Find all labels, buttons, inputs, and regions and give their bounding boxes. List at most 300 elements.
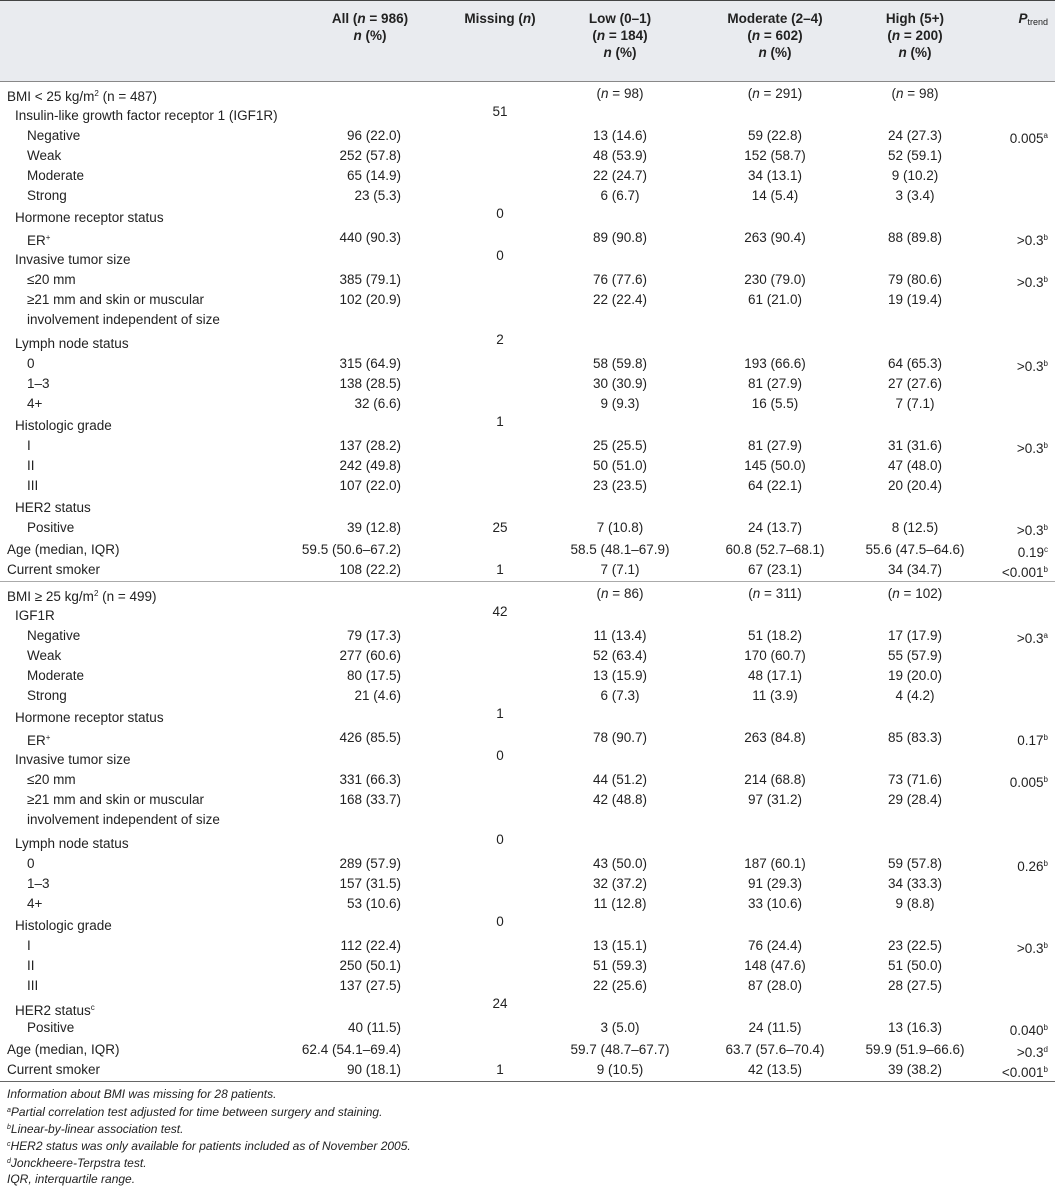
row-label — [27, 186, 67, 206]
equals: = — [903, 86, 919, 101]
cell-low: 58.5 (48.1–67.9) — [570, 542, 670, 557]
cell-low: 30 (30.9) — [592, 376, 648, 391]
table-row — [0, 270, 1055, 290]
p-value: 0.19 — [1017, 545, 1044, 560]
p-value: >0.3 — [1016, 359, 1044, 374]
row-label — [27, 126, 80, 146]
cell-p-trend — [1010, 1018, 1048, 1041]
p-footnote-mark: c — [1044, 545, 1048, 554]
cell-moderate: 193 (66.6) — [744, 356, 806, 371]
row-label — [27, 456, 35, 476]
table-row — [0, 540, 1055, 560]
row-label-text: ER — [27, 233, 46, 248]
p-footnote-mark: b — [1043, 565, 1048, 574]
cell-all: 107 (22.0) — [339, 478, 401, 493]
p-value: >0.3 — [1016, 233, 1044, 248]
row-label — [27, 228, 50, 251]
row-label-text: Moderate — [27, 668, 85, 683]
cell-moderate: 230 (79.0) — [744, 272, 806, 287]
cell-high: 7 (7.1) — [895, 396, 935, 411]
cell-low: 22 (25.6) — [592, 978, 648, 993]
p-footnote-mark: b — [1043, 775, 1048, 784]
paren-open: ( — [748, 586, 753, 601]
cell-moderate: 170 (60.7) — [744, 648, 806, 663]
row-label-text: ≤20 mm — [27, 772, 76, 787]
table-row — [0, 476, 1055, 496]
cell-moderate: 152 (58.7) — [744, 148, 806, 163]
group-missing: 0 — [496, 914, 504, 929]
cell-high: 47 (48.0) — [887, 458, 943, 473]
cell-moderate: 187 (60.1) — [744, 856, 806, 871]
cell-high: 29 (28.4) — [887, 792, 943, 807]
group-header-row — [0, 750, 1055, 770]
group-label-text: Hormone receptor status — [15, 710, 164, 725]
cell-low: 51 (59.3) — [592, 958, 648, 973]
table-row — [0, 956, 1055, 976]
paren-open: ( — [596, 586, 602, 601]
cell-all: 168 (33.7) — [339, 792, 401, 807]
footnote — [7, 1120, 183, 1137]
cell-low: 22 (24.7) — [592, 168, 648, 183]
cell-all: 440 (90.3) — [339, 230, 401, 245]
cell-high: 13 (16.3) — [887, 1020, 943, 1035]
row-label — [7, 1060, 100, 1080]
cell-moderate: 63.7 (57.6–70.4) — [725, 1042, 825, 1057]
cell-all: 21 (4.6) — [354, 688, 401, 703]
group-label-text: HER2 status — [15, 1003, 91, 1018]
row-label — [27, 976, 38, 996]
equals: = — [608, 86, 624, 101]
cell-low: 50 (51.0) — [592, 458, 648, 473]
p-value: >0.3 — [1016, 941, 1044, 956]
cell-all: 65 (14.9) — [346, 168, 401, 183]
section-group-n — [560, 584, 680, 604]
paren-close: ) — [797, 586, 802, 601]
paren-close: ) — [933, 86, 939, 101]
section-group-n — [855, 584, 975, 604]
cell-moderate: 214 (68.8) — [744, 772, 806, 787]
table-row — [0, 1018, 1055, 1038]
row-label-text: III — [27, 978, 39, 993]
cell-high: 55.6 (47.5–64.6) — [865, 542, 965, 557]
row-label — [27, 956, 35, 976]
paren-close: ) — [937, 586, 943, 601]
cell-low: 22 (22.4) — [592, 292, 648, 307]
group-header-row — [0, 208, 1055, 228]
group-header-row — [0, 606, 1055, 626]
group-missing: 42 — [492, 604, 508, 619]
cell-moderate: 48 (17.1) — [747, 668, 803, 683]
cell-high: 3 (3.4) — [895, 188, 935, 203]
footnote-text: Jonckheere-Terpstra test. — [10, 1156, 147, 1170]
group-count: 311 — [775, 586, 798, 601]
cell-low: 11 (12.8) — [593, 896, 647, 911]
p-value: 0.26 — [1017, 859, 1044, 874]
cell-high: 55 (57.9) — [887, 648, 943, 663]
row-label-text: Moderate — [27, 168, 85, 183]
row-label-text: Strong — [27, 188, 67, 203]
cell-moderate: 97 (31.2) — [747, 792, 803, 807]
table-row — [0, 560, 1055, 580]
section-group-n — [715, 584, 835, 604]
table-row — [0, 646, 1055, 666]
section-group-n — [715, 84, 835, 104]
row-label-text: 1–3 — [27, 876, 50, 891]
row-label — [27, 374, 50, 394]
superscript: 2 — [94, 89, 99, 98]
row-label — [27, 790, 220, 830]
group-missing: 0 — [496, 832, 504, 847]
cell-high: 27 (27.6) — [887, 376, 943, 391]
cell-high: 73 (71.6) — [887, 772, 943, 787]
cell-high: 51 (50.0) — [887, 958, 943, 973]
p-value: 0.040 — [1009, 1023, 1044, 1038]
cell-all: 96 (22.0) — [346, 128, 401, 143]
section-group-n — [855, 84, 975, 104]
footnote-text: HER2 status was only available for patients included as of November 2005. — [10, 1139, 411, 1153]
group-header-row — [0, 916, 1055, 936]
cell-high: 64 (65.3) — [887, 356, 943, 371]
cell-high: 59 (57.8) — [887, 856, 943, 871]
row-label-text: Current smoker — [7, 562, 101, 577]
cell-all: 39 (12.8) — [346, 520, 401, 535]
n-symbol: n — [601, 86, 609, 101]
cell-high: 8 (12.5) — [891, 520, 939, 535]
cell-low: 11 (13.4) — [593, 628, 647, 643]
row-label — [27, 854, 35, 874]
cell-high: 52 (59.1) — [887, 148, 943, 163]
cell-low: 76 (77.6) — [592, 272, 648, 287]
cell-moderate: 61 (21.0) — [747, 292, 803, 307]
group-missing: 2 — [496, 332, 504, 347]
table-row — [0, 186, 1055, 206]
group-label — [15, 834, 129, 854]
row-label — [27, 394, 42, 414]
table-row — [0, 394, 1055, 414]
equals: = — [899, 586, 916, 601]
group-missing: 1 — [496, 706, 504, 721]
row-label-text: Age (median, IQR) — [7, 542, 120, 557]
header-p-trend: $P_{trend}$ — [1018, 11, 1048, 27]
cell-all: 40 (11.5) — [347, 1020, 401, 1035]
footnote — [7, 1103, 382, 1120]
cell-all: 315 (64.9) — [339, 356, 401, 371]
row-label — [27, 518, 74, 538]
group-label-text: Lymph node status — [15, 336, 129, 351]
row-label-text: ≤20 mm — [27, 272, 76, 287]
row-label-text: II — [27, 958, 35, 973]
cell-moderate: 64 (22.1) — [747, 478, 803, 493]
cell-high: 88 (89.8) — [887, 230, 943, 245]
cell-low: 32 (37.2) — [592, 876, 648, 891]
group-label — [15, 250, 131, 270]
equals: = — [608, 586, 624, 601]
p-value: <0.001 — [1001, 565, 1044, 580]
cell-moderate: 148 (47.6) — [744, 958, 806, 973]
cell-all: 23 (5.3) — [354, 188, 401, 203]
p-footnote-mark: b — [1043, 1023, 1048, 1032]
group-missing: 0 — [496, 248, 504, 263]
p-footnote-mark: b — [1043, 359, 1048, 368]
cell-all: 90 (18.1) — [346, 1062, 401, 1077]
group-label — [15, 208, 164, 228]
group-header-row — [0, 106, 1055, 126]
cell-all: 331 (66.3) — [339, 772, 401, 787]
row-label — [27, 626, 80, 646]
row-label-text: Negative — [27, 128, 81, 143]
cell-low: 13 (14.6) — [592, 128, 648, 143]
row-label — [27, 436, 31, 456]
cell-moderate: 14 (5.4) — [751, 188, 799, 203]
table-row — [0, 290, 1055, 330]
row-label — [27, 290, 220, 330]
cell-all: 157 (31.5) — [339, 876, 401, 891]
n-symbol: n — [752, 586, 761, 601]
equals: = — [759, 86, 776, 101]
cell-low: 58 (59.8) — [592, 356, 648, 371]
cell-moderate: 87 (28.0) — [747, 978, 803, 993]
header-low: Low (0–1) (n = 184) n (%) — [588, 11, 652, 60]
table-row — [0, 626, 1055, 646]
footnote-text: Linear-by-linear association test. — [10, 1122, 184, 1136]
row-label-text: Positive — [27, 520, 75, 535]
n-symbol: n — [896, 86, 904, 101]
cell-all: 53 (10.6) — [346, 896, 401, 911]
superscript: c — [90, 1003, 95, 1012]
cell-moderate: 81 (27.9) — [747, 376, 803, 391]
header-missing: Missing (n) — [464, 11, 536, 26]
cell-moderate: 16 (5.5) — [751, 396, 799, 411]
table-row — [0, 354, 1055, 374]
table-row — [0, 126, 1055, 146]
row-label-text: 1–3 — [27, 376, 50, 391]
cell-moderate: 51 (18.2) — [747, 628, 803, 643]
table-row — [0, 666, 1055, 686]
table-row — [0, 936, 1055, 956]
cell-high: 17 (17.9) — [887, 628, 943, 643]
cell-high: 85 (83.3) — [887, 730, 943, 745]
cell-all: 252 (57.8) — [339, 148, 401, 163]
row-label-text: ≥21 mm and skin or muscular — [27, 792, 204, 807]
cell-p-trend — [1002, 1060, 1048, 1083]
p-value: >0.3 — [1016, 275, 1044, 290]
group-missing: 1 — [496, 414, 504, 429]
row-label — [27, 354, 35, 374]
footnote-mark: c — [7, 1141, 11, 1148]
row-label-text: 4+ — [27, 396, 43, 411]
footnote-text: IQR, interquartile range. — [7, 1172, 136, 1186]
table-header — [0, 0, 1055, 82]
cell-low: 78 (90.7) — [592, 730, 648, 745]
cell-all: 277 (60.6) — [339, 648, 401, 663]
table-row — [0, 436, 1055, 456]
cell-all: 137 (28.2) — [339, 438, 401, 453]
group-label — [15, 106, 278, 126]
group-label-text: Lymph node status — [15, 836, 129, 851]
cell-moderate: 145 (50.0) — [744, 458, 806, 473]
row-label-text: Strong — [27, 688, 67, 703]
footnote-text: Partial correlation test adjusted for time between surgery and staining. — [10, 1105, 383, 1119]
cell-low: 52 (63.4) — [592, 648, 648, 663]
cell-low: 9 (10.5) — [596, 1062, 644, 1077]
footnote — [7, 1137, 411, 1154]
p-footnote-mark: b — [1043, 1065, 1048, 1074]
cell-high: 39 (38.2) — [887, 1062, 943, 1077]
p-footnote-mark: b — [1043, 859, 1048, 868]
n-symbol: n — [601, 586, 609, 601]
superscript: + — [45, 733, 51, 742]
n-symbol: n — [752, 86, 760, 101]
cell-all: 62.4 (54.1–69.4) — [301, 1042, 401, 1057]
cell-p-trend — [1017, 518, 1048, 541]
cell-low: 6 (6.7) — [600, 188, 640, 203]
p-footnote-mark: b — [1043, 523, 1048, 532]
group-label-text: Histologic grade — [15, 918, 112, 933]
cell-all: 426 (85.5) — [339, 730, 401, 745]
group-header-row — [0, 834, 1055, 854]
cell-low: 23 (23.5) — [592, 478, 648, 493]
row-label-text: II — [27, 458, 35, 473]
row-label-text: ≥21 mm and skin or muscular — [27, 292, 204, 307]
row-label-text: Current smoker — [7, 1062, 101, 1077]
group-label-text: Invasive tumor size — [15, 252, 131, 267]
row-label — [7, 560, 100, 580]
group-missing: 24 — [492, 996, 508, 1011]
p-footnote-mark: d — [1043, 1045, 1048, 1054]
cell-low: 25 (25.5) — [592, 438, 648, 453]
row-label-text-cont: involvement independent of size — [27, 312, 220, 327]
cell-all: 59.5 (50.6–67.2) — [301, 542, 401, 557]
group-label — [15, 708, 164, 728]
row-label — [7, 1040, 120, 1060]
group-label — [15, 750, 131, 770]
table-row — [0, 790, 1055, 830]
group-label-text: Insulin-like growth factor receptor 1 (IGF1R) — [15, 108, 278, 123]
p-footnote-mark: b — [1043, 733, 1048, 742]
footnote — [7, 1154, 147, 1171]
p-value: 0.17 — [1017, 733, 1044, 748]
cell-low: 89 (90.8) — [592, 230, 648, 245]
cell-low: 59.7 (48.7–67.7) — [570, 1042, 670, 1057]
cell-all: 385 (79.1) — [339, 272, 401, 287]
cell-all: 102 (20.9) — [339, 292, 401, 307]
cell-moderate: 60.8 (52.7–68.1) — [725, 542, 825, 557]
cell-high: 34 (34.7) — [887, 562, 943, 577]
p-value: 0.005 — [1009, 775, 1044, 790]
row-label-text: 4+ — [27, 896, 43, 911]
group-label-text: Hormone receptor status — [15, 210, 164, 225]
group-label — [15, 606, 55, 626]
cell-all: 250 (50.1) — [339, 958, 401, 973]
cell-high: 20 (20.4) — [887, 478, 943, 493]
group-header-row — [0, 998, 1055, 1018]
row-label — [27, 270, 76, 290]
row-label — [27, 666, 84, 686]
table-row — [0, 874, 1055, 894]
table-row — [0, 146, 1055, 166]
group-missing: 0 — [496, 748, 504, 763]
footnote-text: Information about BMI was missing for 28 patients. — [7, 1087, 277, 1101]
cell-low: 6 (7.3) — [600, 688, 640, 703]
table-row — [0, 976, 1055, 996]
row-label — [27, 146, 61, 166]
section-title-row — [0, 84, 1055, 104]
paren-open: ( — [887, 586, 893, 601]
p-value: >0.3 — [1016, 523, 1044, 538]
cell-moderate: 24 (11.5) — [748, 1020, 802, 1035]
cell-all: 138 (28.5) — [339, 376, 401, 391]
p-value: >0.3 — [1016, 441, 1044, 456]
group-header-row — [0, 334, 1055, 354]
section-title-n: (n = 487) — [98, 89, 158, 104]
header-high: High (5+) (n = 200) n (%) — [885, 11, 945, 60]
cell-low: 7 (7.1) — [600, 562, 640, 577]
cell-high: 79 (80.6) — [887, 272, 943, 287]
footnote-mark: b — [7, 1124, 11, 1131]
cell-moderate: 42 (13.5) — [747, 1062, 803, 1077]
p-value: 0.005 — [1009, 131, 1044, 146]
cell-missing: 25 — [492, 520, 508, 535]
cell-p-trend — [1017, 228, 1048, 251]
cell-high: 31 (31.6) — [887, 438, 943, 453]
table-row — [0, 686, 1055, 706]
row-label-text: I — [27, 938, 31, 953]
p-value: >0.3 — [1016, 631, 1044, 646]
cell-low: 43 (50.0) — [592, 856, 648, 871]
header-moderate: Moderate (2–4) (n = 602) n (%) — [727, 11, 823, 60]
table-row — [0, 166, 1055, 186]
cell-low: 42 (48.8) — [592, 792, 648, 807]
row-label-text: Negative — [27, 628, 81, 643]
cell-moderate: 263 (84.8) — [744, 730, 806, 745]
table-bottom-rule — [0, 1081, 1055, 1082]
row-label-text: Positive — [27, 1020, 75, 1035]
table-row — [0, 374, 1055, 394]
cell-low: 48 (53.9) — [592, 148, 648, 163]
section-title-text: BMI < 25 kg/m — [7, 89, 95, 104]
section-title-row — [0, 584, 1055, 604]
p-value: >0.3 — [1016, 1045, 1044, 1060]
cell-moderate: 263 (90.4) — [744, 230, 806, 245]
p-footnote-mark: b — [1043, 275, 1048, 284]
paren-open: ( — [747, 86, 753, 101]
cell-low: 9 (9.3) — [600, 396, 640, 411]
cell-high: 23 (22.5) — [887, 938, 943, 953]
cell-moderate: 34 (13.1) — [747, 168, 803, 183]
group-label-text: HER2 status — [15, 500, 91, 515]
group-label — [15, 498, 91, 518]
cell-high: 24 (27.3) — [887, 128, 943, 143]
cell-low: 13 (15.1) — [592, 938, 648, 953]
cell-all: 112 (22.4) — [340, 938, 401, 953]
section-title-text: BMI ≥ 25 kg/m — [7, 589, 94, 604]
cell-missing: 1 — [496, 1062, 504, 1077]
group-missing: 51 — [492, 104, 508, 119]
cell-high: 4 (4.2) — [895, 688, 935, 703]
cell-high: 19 (20.0) — [887, 668, 943, 683]
row-label — [27, 894, 42, 914]
footnote — [7, 1086, 276, 1102]
cell-all: 242 (49.8) — [339, 458, 401, 473]
n-symbol: n — [892, 586, 900, 601]
row-label-text: Age (median, IQR) — [7, 1042, 120, 1057]
group-count: 98 — [623, 86, 639, 101]
footnote-mark: d — [7, 1158, 11, 1165]
footnote-mark: a — [7, 1107, 11, 1114]
paren-open: ( — [596, 86, 602, 101]
cell-low: 3 (5.0) — [600, 1020, 640, 1035]
table-row — [0, 1040, 1055, 1060]
